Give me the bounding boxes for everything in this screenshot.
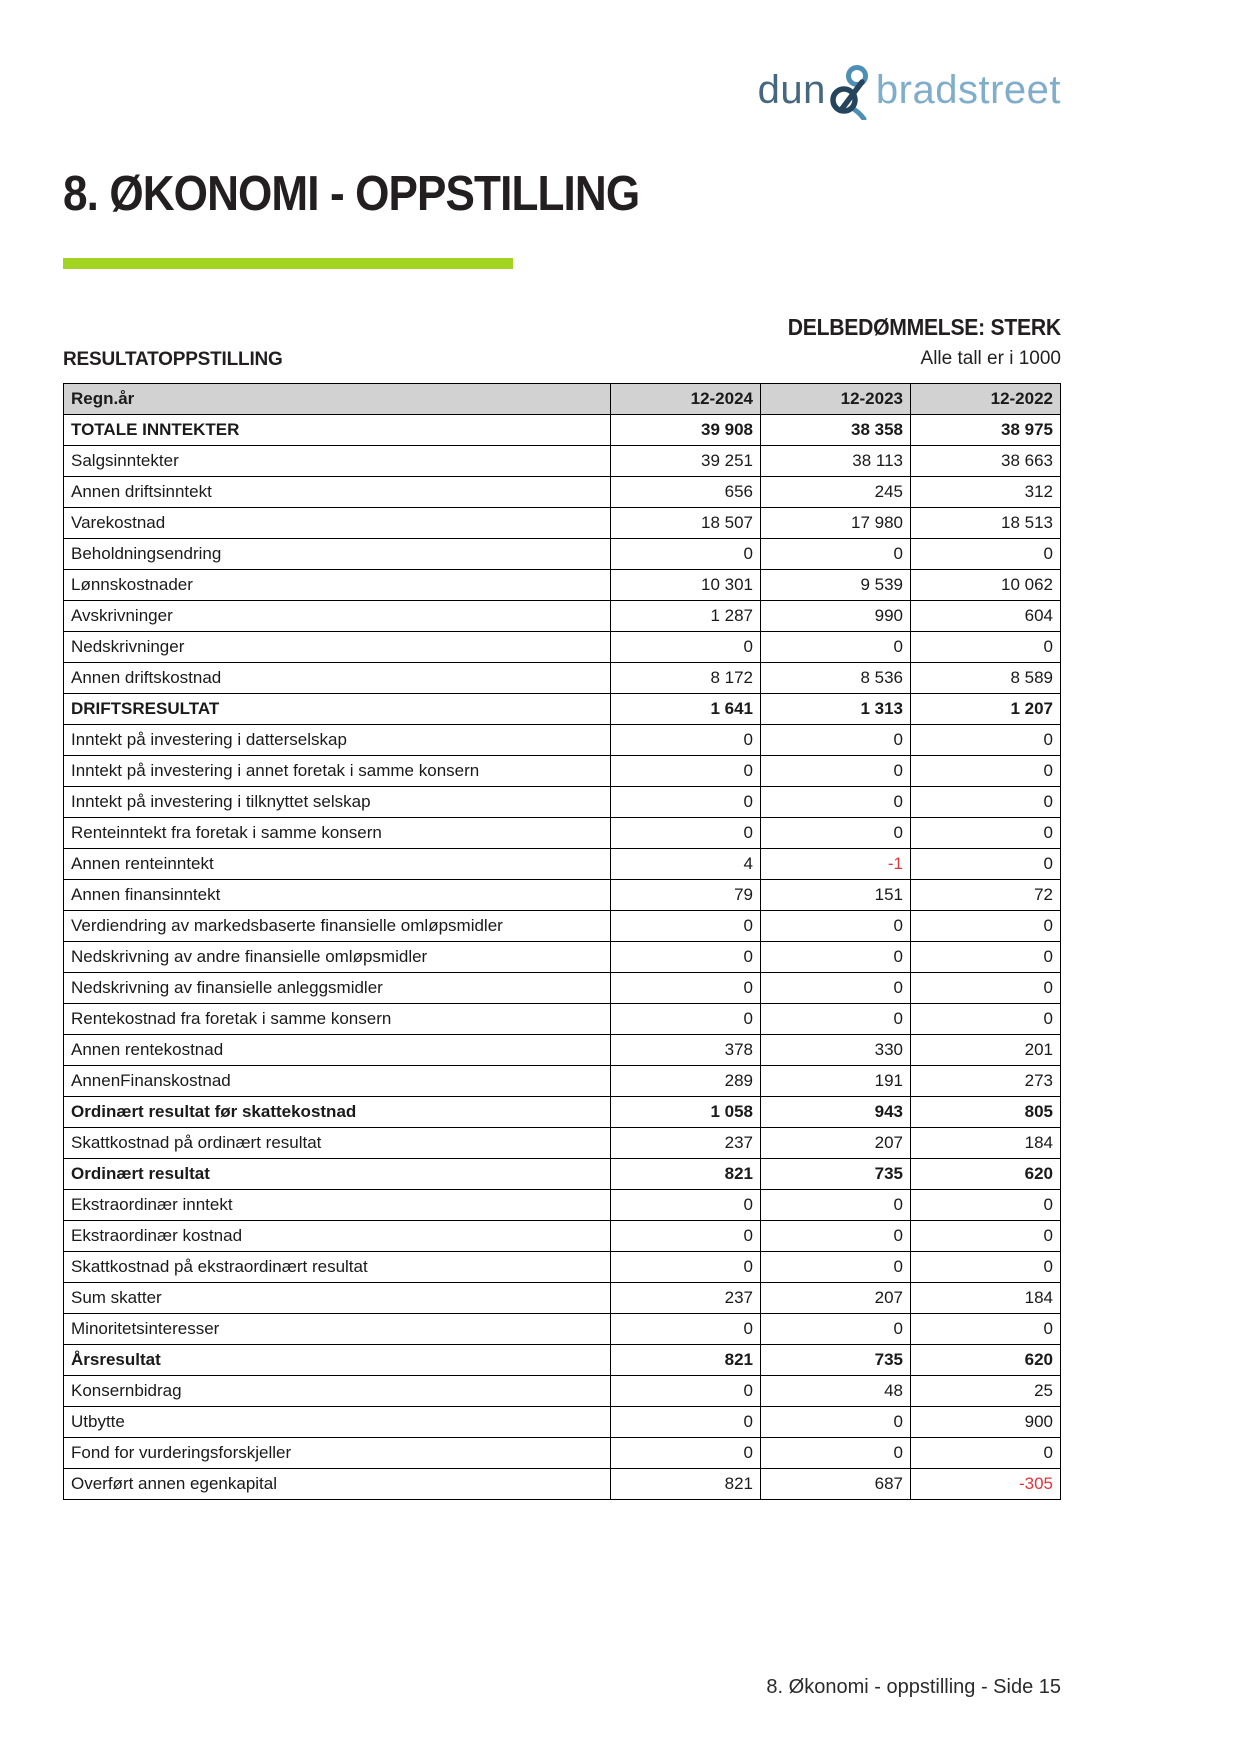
row-value: 1 313: [761, 694, 911, 725]
row-label: Minoritetsinteresser: [64, 1314, 611, 1345]
table-row: [64, 1407, 1061, 1438]
results-table: [63, 383, 1061, 1500]
row-label: Ordinært resultat før skattekostnad: [64, 1097, 611, 1128]
row-value: 0: [911, 539, 1061, 570]
table-row: [64, 446, 1061, 477]
table-row: [64, 1283, 1061, 1314]
row-value: 604: [911, 601, 1061, 632]
header-cell-12-2024: 12-2024: [611, 384, 761, 415]
table-row: [64, 1345, 1061, 1376]
row-value: 0: [611, 787, 761, 818]
row-value: 0: [911, 849, 1061, 880]
row-label: Rentekostnad fra foretak i samme konsern: [64, 1004, 611, 1035]
row-value: 0: [911, 942, 1061, 973]
row-value: 620: [911, 1159, 1061, 1190]
row-value: 0: [911, 1438, 1061, 1469]
row-label: AnnenFinanskostnad: [64, 1066, 611, 1097]
row-value: -1: [761, 849, 911, 880]
row-label: Ordinært resultat: [64, 1159, 611, 1190]
table-row: [64, 694, 1061, 725]
row-value: 656: [611, 477, 761, 508]
row-value: 207: [761, 1128, 911, 1159]
row-value: 17 980: [761, 508, 911, 539]
row-value: 237: [611, 1283, 761, 1314]
table-row: [64, 1314, 1061, 1345]
row-label: Annen finansinntekt: [64, 880, 611, 911]
row-label: Utbytte: [64, 1407, 611, 1438]
row-value: 72: [911, 880, 1061, 911]
row-value: 207: [761, 1283, 911, 1314]
row-value: 1 641: [611, 694, 761, 725]
row-value: 821: [611, 1159, 761, 1190]
row-value: 191: [761, 1066, 911, 1097]
row-value: 0: [911, 973, 1061, 1004]
row-value: 0: [911, 632, 1061, 663]
row-value: 184: [911, 1128, 1061, 1159]
row-label: TOTALE INNTEKTER: [64, 415, 611, 446]
row-label: Inntekt på investering i datterselskap: [64, 725, 611, 756]
row-value: 0: [611, 973, 761, 1004]
row-value: 8 589: [911, 663, 1061, 694]
row-value: 1 058: [611, 1097, 761, 1128]
table-row: [64, 1035, 1061, 1066]
row-label: Varekostnad: [64, 508, 611, 539]
row-value: 18 513: [911, 508, 1061, 539]
table-row: [64, 1004, 1061, 1035]
row-value: 0: [911, 1252, 1061, 1283]
row-value: 4: [611, 849, 761, 880]
table-row: [64, 632, 1061, 663]
row-value: 0: [911, 756, 1061, 787]
row-label: Overført annen egenkapital: [64, 1469, 611, 1500]
row-label: Beholdningsendring: [64, 539, 611, 570]
table-row: [64, 1190, 1061, 1221]
row-value: 0: [611, 1190, 761, 1221]
table-row: [64, 663, 1061, 694]
section-subtitle: RESULTATOPPSTILLING: [63, 349, 283, 370]
table-header-row: [64, 384, 1061, 415]
row-value: 0: [911, 818, 1061, 849]
table-row: [64, 1128, 1061, 1159]
row-value: 0: [761, 725, 911, 756]
row-value: 0: [611, 1252, 761, 1283]
row-label: Nedskrivning av finansielle anleggsmidler: [64, 973, 611, 1004]
logo-text-dun: dun: [757, 68, 826, 112]
row-value: 821: [611, 1345, 761, 1376]
row-value: 0: [761, 911, 911, 942]
table-row: [64, 787, 1061, 818]
row-label: Lønnskostnader: [64, 570, 611, 601]
table-row: [64, 880, 1061, 911]
row-value: 0: [761, 818, 911, 849]
row-value: 289: [611, 1066, 761, 1097]
row-value: 943: [761, 1097, 911, 1128]
row-label: Renteinntekt fra foretak i samme konsern: [64, 818, 611, 849]
table-row: [64, 1376, 1061, 1407]
row-value: 10 062: [911, 570, 1061, 601]
row-value: 8 536: [761, 663, 911, 694]
dun-bradstreet-logo: [758, 62, 1061, 120]
row-value: 900: [911, 1407, 1061, 1438]
row-value: 0: [611, 818, 761, 849]
row-label: Skattkostnad på ekstraordinært resultat: [64, 1252, 611, 1283]
row-value: 0: [761, 1221, 911, 1252]
table-row: [64, 1097, 1061, 1128]
table-row: [64, 1159, 1061, 1190]
row-value: 0: [911, 787, 1061, 818]
table-row: [64, 539, 1061, 570]
table-row: [64, 570, 1061, 601]
row-value: 0: [911, 1004, 1061, 1035]
row-value: 184: [911, 1283, 1061, 1314]
row-value: 0: [611, 1314, 761, 1345]
row-value: 0: [611, 1438, 761, 1469]
row-value: 1 207: [911, 694, 1061, 725]
assessment-heading: DELBEDØMMELSE: STERK: [787, 314, 1061, 340]
row-value: 0: [611, 1376, 761, 1407]
row-label: Årsresultat: [64, 1345, 611, 1376]
table-row: [64, 849, 1061, 880]
row-label: Annen rentekostnad: [64, 1035, 611, 1066]
row-value: 0: [911, 1221, 1061, 1252]
row-value: 0: [761, 1438, 911, 1469]
units-note: Alle tall er i 1000: [920, 348, 1061, 369]
table-row: [64, 1252, 1061, 1283]
row-label: Nedskrivninger: [64, 632, 611, 663]
table-row: [64, 477, 1061, 508]
row-value: 10 301: [611, 570, 761, 601]
row-value: 0: [761, 973, 911, 1004]
row-value: 38 975: [911, 415, 1061, 446]
row-label: Salgsinntekter: [64, 446, 611, 477]
row-value: 9 539: [761, 570, 911, 601]
table-row: [64, 1469, 1061, 1500]
row-label: DRIFTSRESULTAT: [64, 694, 611, 725]
row-value: 38 358: [761, 415, 911, 446]
row-value: 0: [761, 1190, 911, 1221]
row-value: 25: [911, 1376, 1061, 1407]
table-row: [64, 1438, 1061, 1469]
row-label: Inntekt på investering i annet foretak i samme konsern: [64, 756, 611, 787]
table-row: [64, 415, 1061, 446]
page-title: 8. ØKONOMI - OPPSTILLING: [63, 167, 640, 221]
table-row: [64, 973, 1061, 1004]
row-value: 0: [761, 1314, 911, 1345]
header-cell-12-2022: 12-2022: [911, 384, 1061, 415]
table-row: [64, 508, 1061, 539]
row-label: Avskrivninger: [64, 601, 611, 632]
header-cell-regnaar: Regn.år: [64, 384, 611, 415]
results-table-body: [64, 415, 1061, 1500]
row-label: Skattkostnad på ordinært resultat: [64, 1128, 611, 1159]
row-value: 18 507: [611, 508, 761, 539]
row-value: 0: [611, 1004, 761, 1035]
row-value: 0: [761, 1407, 911, 1438]
row-value: 151: [761, 880, 911, 911]
row-label: Annen driftsinntekt: [64, 477, 611, 508]
row-value: 39 251: [611, 446, 761, 477]
row-value: 0: [761, 632, 911, 663]
row-value: 805: [911, 1097, 1061, 1128]
row-value: 0: [761, 1004, 911, 1035]
row-label: Annen driftskostnad: [64, 663, 611, 694]
row-label: Fond for vurderingsforskjeller: [64, 1438, 611, 1469]
row-label: Ekstraordinær kostnad: [64, 1221, 611, 1252]
row-value: 687: [761, 1469, 911, 1500]
table-row: [64, 818, 1061, 849]
row-label: Ekstraordinær inntekt: [64, 1190, 611, 1221]
logo-text-bradstreet: bradstreet: [875, 68, 1061, 112]
table-row: [64, 911, 1061, 942]
row-value: 0: [761, 1252, 911, 1283]
row-value: 79: [611, 880, 761, 911]
row-value: 735: [761, 1345, 911, 1376]
row-value: 0: [761, 942, 911, 973]
row-value: 201: [911, 1035, 1061, 1066]
row-value: 330: [761, 1035, 911, 1066]
row-value: 0: [611, 539, 761, 570]
header-cell-12-2023: 12-2023: [761, 384, 911, 415]
row-value: 38 113: [761, 446, 911, 477]
row-value: 0: [911, 1314, 1061, 1345]
row-value: 8 172: [611, 663, 761, 694]
row-value: 0: [761, 756, 911, 787]
table-row: [64, 756, 1061, 787]
table-row: [64, 725, 1061, 756]
row-value: 0: [611, 1407, 761, 1438]
table-row: [64, 601, 1061, 632]
row-label: Inntekt på investering i tilknyttet selskap: [64, 787, 611, 818]
row-value: 0: [611, 756, 761, 787]
row-value: 245: [761, 477, 911, 508]
row-value: 735: [761, 1159, 911, 1190]
row-value: 39 908: [611, 415, 761, 446]
row-value: 0: [611, 1221, 761, 1252]
page-footer: 8. Økonomi - oppstilling - Side 15: [766, 1676, 1061, 1698]
row-value: 273: [911, 1066, 1061, 1097]
row-value: 0: [911, 725, 1061, 756]
title-accent-bar: [63, 258, 513, 269]
row-label: Sum skatter: [64, 1283, 611, 1314]
row-value: 48: [761, 1376, 911, 1407]
row-value: 0: [611, 632, 761, 663]
row-value: 821: [611, 1469, 761, 1500]
table-row: [64, 1221, 1061, 1252]
ampersand-icon: [828, 62, 874, 120]
row-value: 1 287: [611, 601, 761, 632]
row-value: 0: [611, 942, 761, 973]
row-value: 0: [611, 725, 761, 756]
row-label: Konsernbidrag: [64, 1376, 611, 1407]
row-label: Verdiendring av markedsbaserte finansielle omløpsmidler: [64, 911, 611, 942]
row-value: 0: [761, 787, 911, 818]
row-value: 0: [911, 1190, 1061, 1221]
row-value: 378: [611, 1035, 761, 1066]
row-label: Nedskrivning av andre finansielle omløpsmidler: [64, 942, 611, 973]
row-value: 38 663: [911, 446, 1061, 477]
row-label: Annen renteinntekt: [64, 849, 611, 880]
row-value: 0: [611, 911, 761, 942]
row-value: 990: [761, 601, 911, 632]
row-value: -305: [911, 1469, 1061, 1500]
row-value: 237: [611, 1128, 761, 1159]
row-value: 0: [911, 911, 1061, 942]
table-row: [64, 1066, 1061, 1097]
row-value: 312: [911, 477, 1061, 508]
row-value: 0: [761, 539, 911, 570]
table-row: [64, 942, 1061, 973]
row-value: 620: [911, 1345, 1061, 1376]
